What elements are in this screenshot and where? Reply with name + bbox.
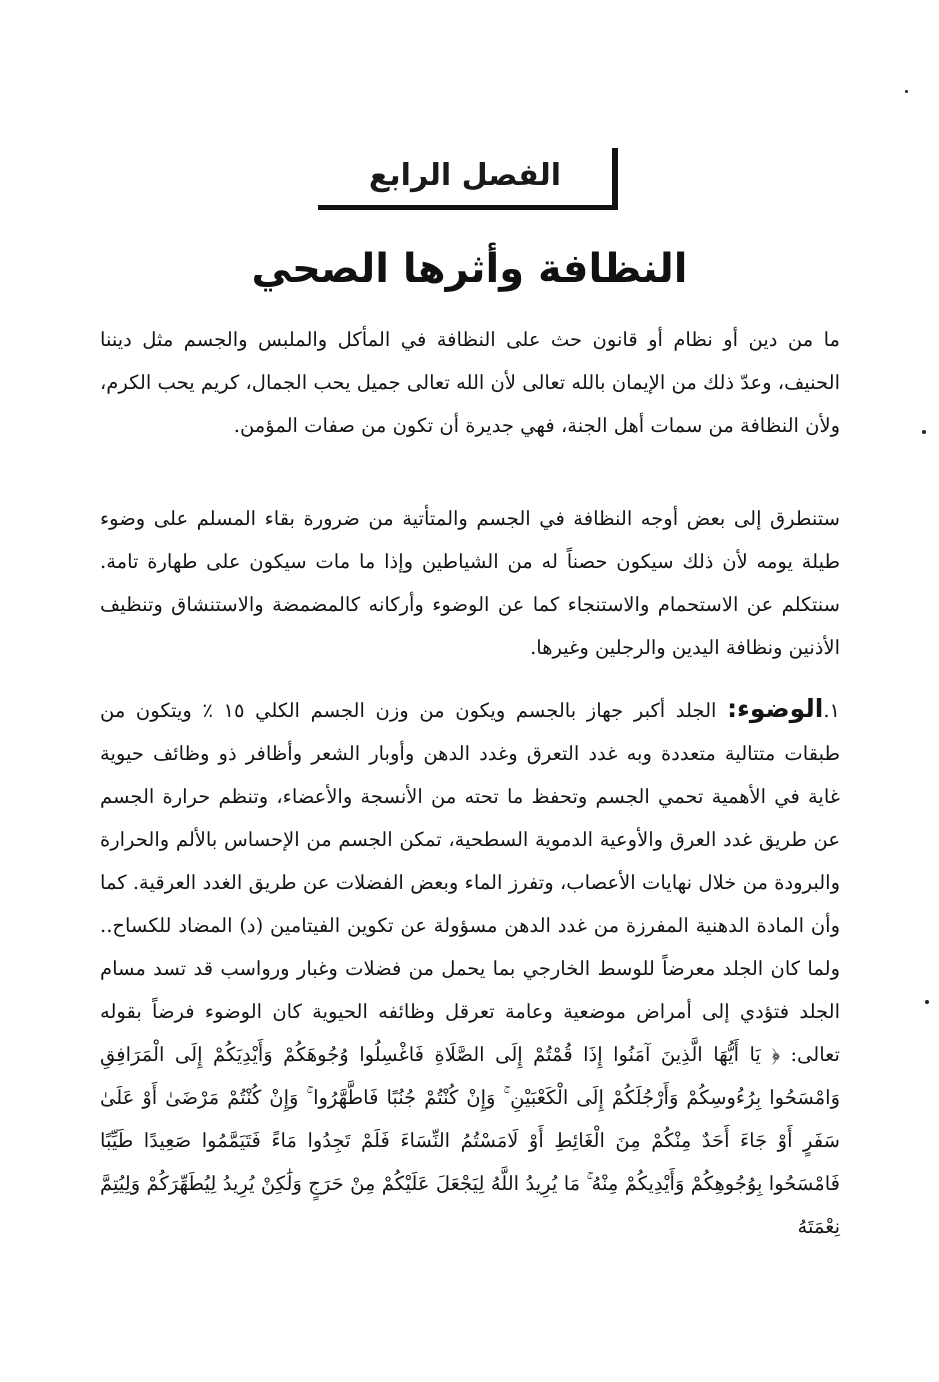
scan-edge-mark [922,430,926,434]
section-wudu [100,687,840,1248]
chapter-box-bottom-border [318,205,618,210]
paragraph-intro: ما من دين أو نظام أو قانون حث على النظافة في المأكل والملبس والجسم مثل ديننا الحنيف، وعدّ ذلك من الإيمان بالله تعالى لأن الله تعالى جميل يحب الجمال، كريم يحب الكرم، ولأن النظافة من سمات أهل الجنة، فهي جديرة أن تكون من صفات المؤمن. [100,328,840,437]
section-heading: الوضوء: [727,694,824,723]
scan-edge-mark [925,1000,929,1004]
chapter-label: الفصل الرابع [368,158,562,193]
section-body: الجلد أكبر جهاز بالجسم ويكون من وزن الجسم الكلي ١٥ ٪ ويتكون من طبقات متتالية متعددة وبه غدد التعرق وغدد الدهن وأوبار الشعر وأظافر ذو وظائف حيوية غاية في الأهمية تحمي الجسم وتحفظ ما تحته من الأنسجة والأعضاء، وتنظم حرارة الجسم عن طريق غدد العرق والأوعية الدموية السطحية، تمكن الجسم من الإحساس بالألم والحرارة والبرودة من خلال نهايات الأعصاب، وتفرز الماء وبعض الفضلات عن طريق الغدد العرقية. كما وأن المادة الدهنية المفرزة من غدد الدهن مسؤولة عن تكوين الفيتامين (د) المضاد للكساح.. ولما كان الجلد معرضاً للوسط الخارجي بما يحمل من فضلات وغبار ورواسب قد تسد مسام الجلد فتؤدي إلى أمراض موضعية وعامة تعرقل وظائفه الحيوية كان الوضوء فرضاً بقوله تعالى: ﴿ يَا أَيُّهَا الَّذِينَ آمَنُوا إِذَا قُمْتُمْ إِلَى الصَّلَاةِ فَاغْسِلُوا وُجُوهَكُمْ وَأَيْدِيَكُمْ إِلَى الْمَرَافِقِ وَامْسَحُوا بِرُءُوسِكُمْ وَأَرْجُلَكُمْ إِلَى الْكَعْبَيْنِ ۚ وَإِنْ كُنْتُمْ جُنُبًا فَاطَّهَّرُوا ۚ وَإِنْ كُنْتُمْ مَرْضَىٰ أَوْ عَلَىٰ سَفَرٍ أَوْ جَاءَ أَحَدٌ مِنْكُمْ مِنَ الْغَائِطِ أَوْ لَامَسْتُمُ النِّسَاءَ فَلَمْ تَجِدُوا مَاءً فَتَيَمَّمُوا صَعِيدًا طَيِّبًا فَامْسَحُوا بِوُجُوهِكُمْ وَأَيْدِيكُمْ مِنْهُ ۚ مَا يُرِيدُ اللَّهُ لِيَجْعَلَ عَلَيْكُمْ مِنْ حَرَجٍ وَلَٰكِنْ يُرِيدُ لِيُطَهِّرَكُمْ وَلِيُتِمَّ نِعْمَتَهُ [100,699,840,1238]
chapter-box-right-border [612,148,618,210]
scan-edge-mark [905,90,908,93]
paragraph-overview: ستنطرق إلى بعض أوجه النظافة في الجسم والمتأتية من ضرورة بقاء المسلم على وضوء طيلة يومه لأن ذلك سيكون حصناً له من الشياطين وإذا ما مات سيكون على طهارة تامة. سنتكلم عن الاستحمام والاستنجاء كما عن الوضوء وأركانه كالمضمضة والاستنشاق وتنظيف الأذنين ونظافة اليدين والرجلين وغيرها. [100,507,840,659]
section-number: ١. [823,699,840,722]
page-title: النظافة وأثرها الصحي [251,246,688,292]
chapter-label-box [318,148,618,210]
